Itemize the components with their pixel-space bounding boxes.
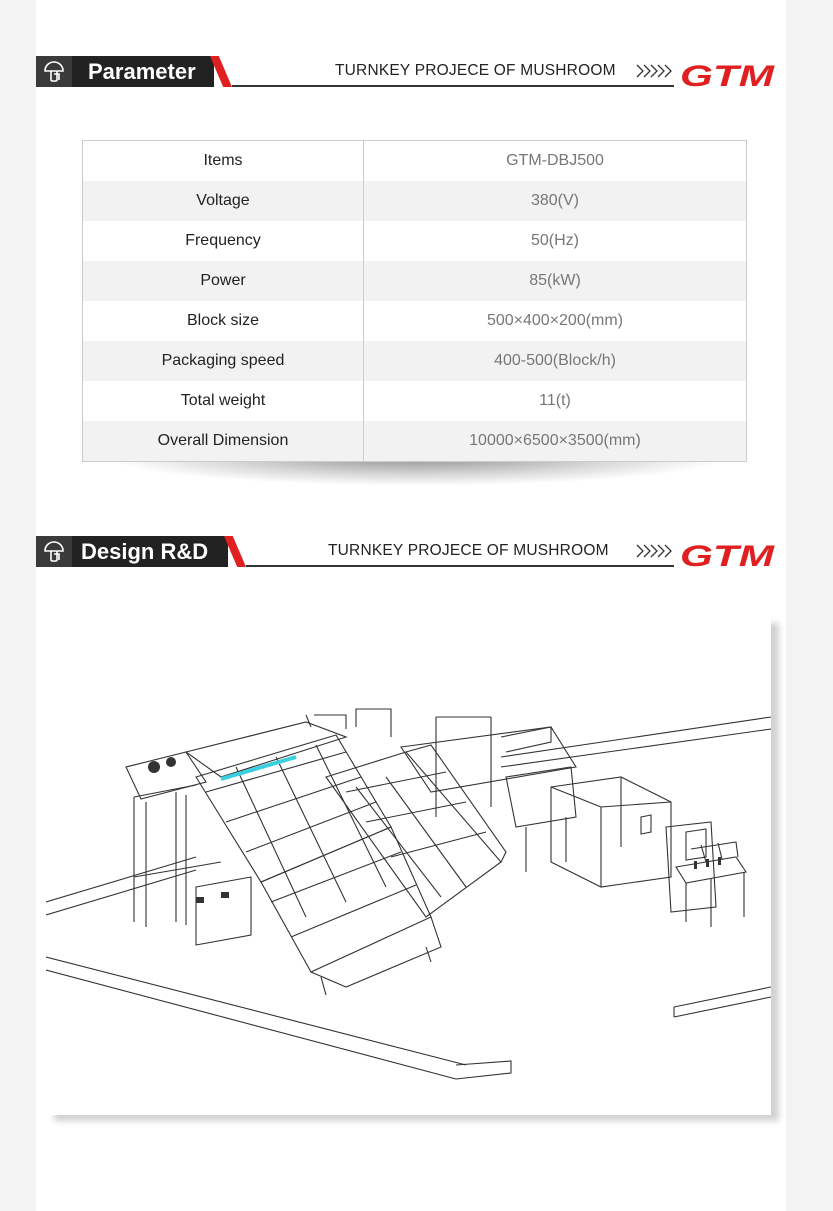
section-title: Design R&D (81, 539, 209, 564)
param-key: Frequency (83, 221, 364, 261)
param-key: Power (83, 261, 364, 301)
param-key: Block size (83, 301, 364, 341)
svg-text:GTM: GTM (680, 540, 776, 570)
section-title: Parameter (88, 59, 196, 84)
header-rule (232, 85, 674, 87)
page (36, 0, 786, 1211)
table-row (83, 181, 747, 221)
svg-text:GTM: GTM (680, 60, 776, 90)
parameter-tab (36, 56, 214, 87)
tagline: TURNKEY PROJECE OF MUSHROOM (328, 542, 609, 559)
param-value: 380(V) (364, 181, 747, 221)
table-row (83, 141, 747, 182)
double-chevron-right-icon (636, 64, 672, 78)
packaging-line-illustration (46, 617, 771, 1115)
gtm-logo (678, 60, 776, 90)
param-key: Overall Dimension (83, 421, 364, 462)
param-value: 400-500(Block/h) (364, 341, 747, 381)
param-key: Packaging speed (83, 341, 364, 381)
table-row (83, 301, 747, 341)
param-key: Voltage (83, 181, 364, 221)
param-value: 11(t) (364, 381, 747, 421)
table-row (83, 421, 747, 462)
param-value: GTM-DBJ500 (364, 141, 747, 182)
table-row (83, 221, 747, 261)
design-tab (36, 536, 228, 567)
param-value: 500×400×200(mm) (364, 301, 747, 341)
mushroom-icon (36, 56, 72, 87)
gtm-logo (678, 540, 776, 570)
parameter-table (82, 140, 747, 462)
param-key: Items (83, 141, 364, 182)
header-rule (246, 565, 674, 567)
param-value: 50(Hz) (364, 221, 747, 261)
param-key: Total weight (83, 381, 364, 421)
table-row (83, 261, 747, 301)
table-row (83, 381, 747, 421)
table-row (83, 341, 747, 381)
design-header (36, 536, 786, 570)
double-chevron-right-icon (636, 544, 672, 558)
mushroom-icon (36, 536, 72, 567)
param-value: 85(kW) (364, 261, 747, 301)
machine-drawing (46, 617, 771, 1115)
tagline: TURNKEY PROJECE OF MUSHROOM (335, 62, 616, 79)
parameter-header (36, 56, 786, 90)
param-value: 10000×6500×3500(mm) (364, 421, 747, 462)
